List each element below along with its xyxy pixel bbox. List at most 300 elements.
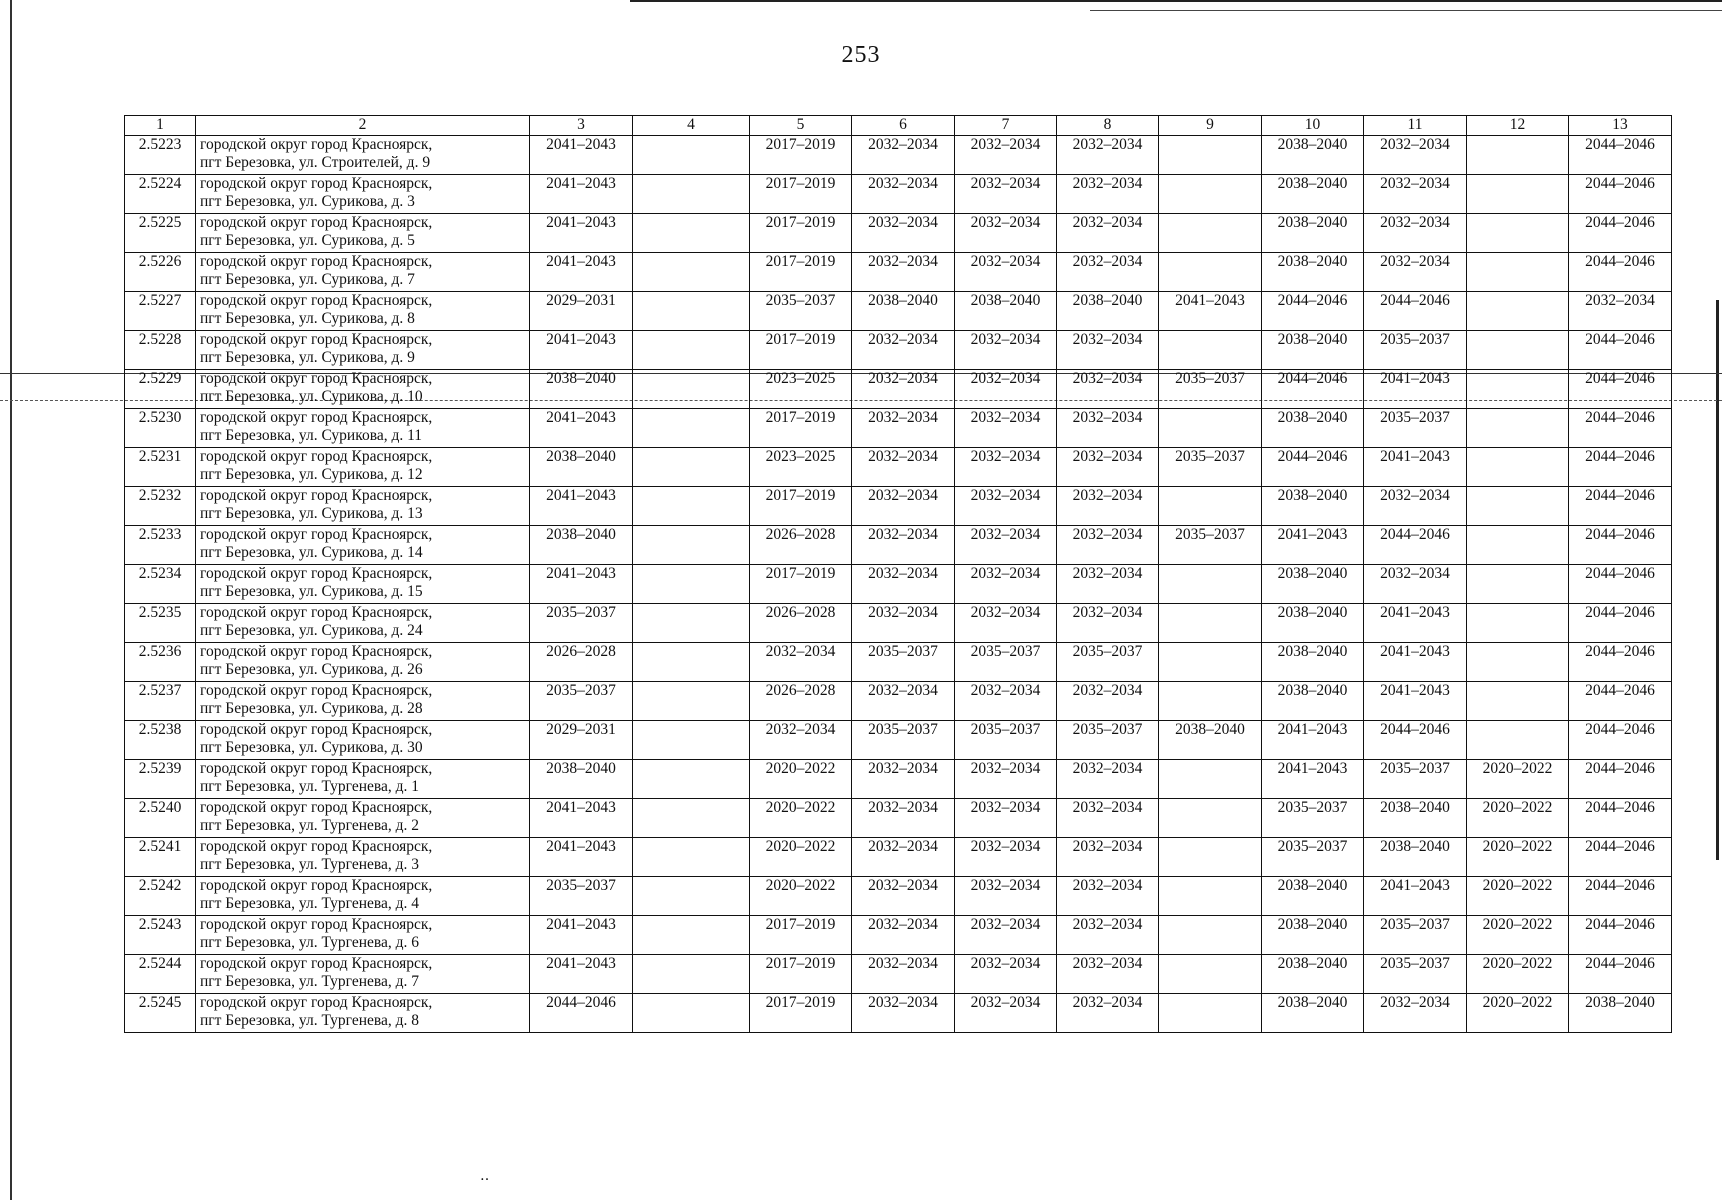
value-cell-col-4 <box>633 448 750 487</box>
address-line-2: пгт Березовка, ул. Сурикова, д. 26 <box>200 661 423 678</box>
value-cell-col-6: 2032–2034 <box>852 565 955 604</box>
value-cell-col-3: 2026–2028 <box>530 643 633 682</box>
value-cell-col-3: 2041–2043 <box>530 214 633 253</box>
value-cell-col-6: 2032–2034 <box>852 370 955 409</box>
value-cell-col-12 <box>1467 721 1569 760</box>
value-cell-col-8: 2032–2034 <box>1057 877 1159 916</box>
value-cell-col-8: 2032–2034 <box>1057 253 1159 292</box>
value-cell-col-9: 2038–2040 <box>1159 721 1262 760</box>
value-cell-col-8: 2032–2034 <box>1057 409 1159 448</box>
value-cell-col-12 <box>1467 253 1569 292</box>
value-cell-col-13: 2044–2046 <box>1569 214 1672 253</box>
value-cell-col-12: 2020–2022 <box>1467 838 1569 877</box>
value-cell-col-11: 2038–2040 <box>1364 838 1467 877</box>
value-cell-col-11: 2032–2034 <box>1364 175 1467 214</box>
value-cell-col-8: 2032–2034 <box>1057 955 1159 994</box>
address-line-1: городской округ город Красноярск, <box>200 487 433 504</box>
value-cell-col-7: 2032–2034 <box>955 253 1057 292</box>
value-cell-col-3: 2041–2043 <box>530 916 633 955</box>
address-line-1: городской округ город Красноярск, <box>200 682 433 699</box>
address-line-2: пгт Березовка, ул. Сурикова, д. 9 <box>200 349 415 366</box>
row-number: 2.5240 <box>125 799 196 838</box>
table-row <box>125 994 1672 1033</box>
value-cell-col-10: 2038–2040 <box>1262 643 1364 682</box>
value-cell-col-5: 2017–2019 <box>750 565 852 604</box>
value-cell-col-9 <box>1159 487 1262 526</box>
value-cell-col-4 <box>633 292 750 331</box>
row-number: 2.5243 <box>125 916 196 955</box>
value-cell-col-6: 2032–2034 <box>852 448 955 487</box>
value-cell-col-6: 2038–2040 <box>852 292 955 331</box>
value-cell-col-13: 2044–2046 <box>1569 682 1672 721</box>
row-number: 2.5242 <box>125 877 196 916</box>
address-line-2: пгт Березовка, ул. Тургенева, д. 7 <box>200 973 420 990</box>
value-cell-col-4 <box>633 526 750 565</box>
value-cell-col-10: 2038–2040 <box>1262 136 1364 175</box>
value-cell-col-7: 2032–2034 <box>955 760 1057 799</box>
value-cell-col-4 <box>633 136 750 175</box>
value-cell-col-7: 2032–2034 <box>955 955 1057 994</box>
address-line-2: пгт Березовка, ул. Сурикова, д. 13 <box>200 505 423 522</box>
value-cell-col-4 <box>633 916 750 955</box>
value-cell-col-3: 2041–2043 <box>530 175 633 214</box>
value-cell-col-6: 2032–2034 <box>852 331 955 370</box>
value-cell-col-11: 2032–2034 <box>1364 565 1467 604</box>
value-cell-col-11: 2044–2046 <box>1364 721 1467 760</box>
address-line-2: пгт Березовка, ул. Тургенева, д. 4 <box>200 895 420 912</box>
value-cell-col-8: 2032–2034 <box>1057 565 1159 604</box>
value-cell-col-13: 2044–2046 <box>1569 877 1672 916</box>
table-row <box>125 955 1672 994</box>
value-cell-col-5: 2023–2025 <box>750 370 852 409</box>
value-cell-col-3: 2041–2043 <box>530 955 633 994</box>
column-header-12: 12 <box>1467 116 1569 136</box>
value-cell-col-10: 2038–2040 <box>1262 214 1364 253</box>
value-cell-col-12: 2020–2022 <box>1467 916 1569 955</box>
value-cell-col-10: 2044–2046 <box>1262 448 1364 487</box>
value-cell-col-13: 2044–2046 <box>1569 370 1672 409</box>
value-cell-col-10: 2041–2043 <box>1262 760 1364 799</box>
value-cell-col-4 <box>633 682 750 721</box>
table-row <box>125 838 1672 877</box>
value-cell-col-8: 2035–2037 <box>1057 643 1159 682</box>
value-cell-col-4 <box>633 799 750 838</box>
address-line-1: городской округ город Красноярск, <box>200 799 433 816</box>
value-cell-col-9 <box>1159 955 1262 994</box>
row-number: 2.5235 <box>125 604 196 643</box>
address-line-2: пгт Березовка, ул. Сурикова, д. 15 <box>200 583 423 600</box>
value-cell-col-5: 2017–2019 <box>750 487 852 526</box>
value-cell-col-6: 2032–2034 <box>852 136 955 175</box>
address-line-1: городской округ город Красноярск, <box>200 916 433 933</box>
value-cell-col-11: 2041–2043 <box>1364 448 1467 487</box>
value-cell-col-3: 2038–2040 <box>530 448 633 487</box>
value-cell-col-9: 2035–2037 <box>1159 370 1262 409</box>
row-number: 2.5224 <box>125 175 196 214</box>
address-line-1: городской округ город Красноярск, <box>200 877 433 894</box>
row-number: 2.5238 <box>125 721 196 760</box>
value-cell-col-7: 2032–2034 <box>955 682 1057 721</box>
value-cell-col-4 <box>633 643 750 682</box>
address-cell <box>196 487 530 526</box>
value-cell-col-4 <box>633 721 750 760</box>
value-cell-col-11: 2044–2046 <box>1364 526 1467 565</box>
value-cell-col-4 <box>633 877 750 916</box>
row-number: 2.5228 <box>125 331 196 370</box>
value-cell-col-6: 2032–2034 <box>852 682 955 721</box>
value-cell-col-13: 2044–2046 <box>1569 955 1672 994</box>
address-cell <box>196 643 530 682</box>
table-row <box>125 487 1672 526</box>
value-cell-col-7: 2035–2037 <box>955 721 1057 760</box>
address-line-2: пгт Березовка, ул. Тургенева, д. 6 <box>200 934 420 951</box>
row-number: 2.5232 <box>125 487 196 526</box>
address-line-2: пгт Березовка, ул. Сурикова, д. 8 <box>200 310 415 327</box>
value-cell-col-13: 2044–2046 <box>1569 136 1672 175</box>
value-cell-col-5: 2026–2028 <box>750 604 852 643</box>
value-cell-col-9 <box>1159 214 1262 253</box>
schedule-table <box>124 115 1672 1033</box>
value-cell-col-12 <box>1467 643 1569 682</box>
address-line-1: городской округ город Красноярск, <box>200 253 433 270</box>
value-cell-col-8: 2032–2034 <box>1057 370 1159 409</box>
value-cell-col-4 <box>633 760 750 799</box>
table-row <box>125 682 1672 721</box>
address-line-2: пгт Березовка, ул. Тургенева, д. 8 <box>200 1012 420 1029</box>
value-cell-col-5: 2017–2019 <box>750 955 852 994</box>
table-body <box>125 136 1672 1033</box>
value-cell-col-9: 2041–2043 <box>1159 292 1262 331</box>
row-number: 2.5237 <box>125 682 196 721</box>
value-cell-col-9 <box>1159 799 1262 838</box>
value-cell-col-12 <box>1467 604 1569 643</box>
scan-dots: ‥ <box>480 1169 490 1184</box>
address-cell <box>196 331 530 370</box>
value-cell-col-8: 2032–2034 <box>1057 760 1159 799</box>
address-line-2: пгт Березовка, ул. Сурикова, д. 10 <box>200 388 423 405</box>
address-line-2: пгт Березовка, ул. Сурикова, д. 28 <box>200 700 423 717</box>
value-cell-col-13: 2044–2046 <box>1569 487 1672 526</box>
value-cell-col-6: 2032–2034 <box>852 604 955 643</box>
value-cell-col-6: 2032–2034 <box>852 838 955 877</box>
address-line-2: пгт Березовка, ул. Сурикова, д. 30 <box>200 739 423 756</box>
row-number: 2.5226 <box>125 253 196 292</box>
address-cell <box>196 955 530 994</box>
value-cell-col-7: 2032–2034 <box>955 136 1057 175</box>
value-cell-col-8: 2032–2034 <box>1057 448 1159 487</box>
value-cell-col-11: 2032–2034 <box>1364 214 1467 253</box>
value-cell-col-11: 2041–2043 <box>1364 877 1467 916</box>
value-cell-col-9 <box>1159 994 1262 1033</box>
scan-edge-top <box>630 0 1722 2</box>
value-cell-col-13: 2044–2046 <box>1569 565 1672 604</box>
value-cell-col-3: 2041–2043 <box>530 838 633 877</box>
value-cell-col-3: 2029–2031 <box>530 292 633 331</box>
scan-edge-top-inner <box>1090 10 1722 11</box>
value-cell-col-12 <box>1467 526 1569 565</box>
value-cell-col-8: 2032–2034 <box>1057 175 1159 214</box>
value-cell-col-10: 2038–2040 <box>1262 409 1364 448</box>
address-line-1: городской округ город Красноярск, <box>200 331 433 348</box>
value-cell-col-5: 2017–2019 <box>750 994 852 1033</box>
value-cell-col-3: 2029–2031 <box>530 721 633 760</box>
value-cell-col-11: 2035–2037 <box>1364 916 1467 955</box>
address-line-1: городской округ город Красноярск, <box>200 643 433 660</box>
value-cell-col-11: 2035–2037 <box>1364 760 1467 799</box>
value-cell-col-7: 2032–2034 <box>955 448 1057 487</box>
table-row <box>125 175 1672 214</box>
value-cell-col-6: 2032–2034 <box>852 253 955 292</box>
value-cell-col-6: 2032–2034 <box>852 214 955 253</box>
table-row <box>125 526 1672 565</box>
value-cell-col-12: 2020–2022 <box>1467 877 1569 916</box>
value-cell-col-4 <box>633 175 750 214</box>
value-cell-col-10: 2041–2043 <box>1262 526 1364 565</box>
value-cell-col-4 <box>633 331 750 370</box>
value-cell-col-10: 2038–2040 <box>1262 955 1364 994</box>
value-cell-col-5: 2017–2019 <box>750 331 852 370</box>
value-cell-col-12 <box>1467 136 1569 175</box>
value-cell-col-8: 2032–2034 <box>1057 916 1159 955</box>
value-cell-col-5: 2026–2028 <box>750 526 852 565</box>
value-cell-col-7: 2032–2034 <box>955 565 1057 604</box>
value-cell-col-12: 2020–2022 <box>1467 760 1569 799</box>
value-cell-col-9 <box>1159 916 1262 955</box>
value-cell-col-9 <box>1159 643 1262 682</box>
address-cell <box>196 409 530 448</box>
table-row <box>125 214 1672 253</box>
value-cell-col-3: 2041–2043 <box>530 799 633 838</box>
value-cell-col-12 <box>1467 448 1569 487</box>
address-line-2: пгт Березовка, ул. Сурикова, д. 11 <box>200 427 423 444</box>
value-cell-col-3: 2041–2043 <box>530 136 633 175</box>
value-cell-col-6: 2035–2037 <box>852 721 955 760</box>
column-header-9: 9 <box>1159 116 1262 136</box>
value-cell-col-8: 2032–2034 <box>1057 487 1159 526</box>
value-cell-col-11: 2032–2034 <box>1364 136 1467 175</box>
value-cell-col-5: 2017–2019 <box>750 409 852 448</box>
table-row <box>125 643 1672 682</box>
value-cell-col-5: 2020–2022 <box>750 838 852 877</box>
address-line-1: городской округ город Красноярск, <box>200 994 433 1011</box>
address-line-2: пгт Березовка, ул. Строителей, д. 9 <box>200 154 431 171</box>
value-cell-col-13: 2044–2046 <box>1569 721 1672 760</box>
column-header-4: 4 <box>633 116 750 136</box>
row-number: 2.5227 <box>125 292 196 331</box>
address-cell <box>196 214 530 253</box>
value-cell-col-9 <box>1159 331 1262 370</box>
table-row <box>125 331 1672 370</box>
value-cell-col-8: 2032–2034 <box>1057 799 1159 838</box>
value-cell-col-12 <box>1467 370 1569 409</box>
column-header-5: 5 <box>750 116 852 136</box>
value-cell-col-6: 2035–2037 <box>852 643 955 682</box>
value-cell-col-13: 2044–2046 <box>1569 799 1672 838</box>
value-cell-col-3: 2041–2043 <box>530 409 633 448</box>
value-cell-col-9 <box>1159 175 1262 214</box>
value-cell-col-5: 2032–2034 <box>750 721 852 760</box>
row-number: 2.5229 <box>125 370 196 409</box>
value-cell-col-10: 2038–2040 <box>1262 916 1364 955</box>
value-cell-col-10: 2044–2046 <box>1262 370 1364 409</box>
column-header-7: 7 <box>955 116 1057 136</box>
row-number: 2.5234 <box>125 565 196 604</box>
row-number: 2.5233 <box>125 526 196 565</box>
scan-edge-right <box>1716 300 1719 860</box>
address-line-2: пгт Березовка, ул. Сурикова, д. 3 <box>200 193 415 210</box>
value-cell-col-6: 2032–2034 <box>852 799 955 838</box>
row-number: 2.5225 <box>125 214 196 253</box>
value-cell-col-7: 2032–2034 <box>955 526 1057 565</box>
value-cell-col-11: 2044–2046 <box>1364 292 1467 331</box>
value-cell-col-9 <box>1159 760 1262 799</box>
value-cell-col-12 <box>1467 409 1569 448</box>
table-row <box>125 292 1672 331</box>
value-cell-col-11: 2041–2043 <box>1364 682 1467 721</box>
value-cell-col-13: 2044–2046 <box>1569 331 1672 370</box>
header-row <box>125 116 1672 136</box>
address-line-1: городской округ город Красноярск, <box>200 760 433 777</box>
value-cell-col-5: 2035–2037 <box>750 292 852 331</box>
value-cell-col-10: 2038–2040 <box>1262 682 1364 721</box>
value-cell-col-3: 2041–2043 <box>530 331 633 370</box>
address-line-2: пгт Березовка, ул. Сурикова, д. 12 <box>200 466 423 483</box>
address-cell <box>196 916 530 955</box>
address-line-1: городской округ город Красноярск, <box>200 448 433 465</box>
value-cell-col-4 <box>633 604 750 643</box>
value-cell-col-11: 2035–2037 <box>1364 409 1467 448</box>
value-cell-col-7: 2035–2037 <box>955 643 1057 682</box>
value-cell-col-9 <box>1159 604 1262 643</box>
value-cell-col-12 <box>1467 175 1569 214</box>
address-cell <box>196 448 530 487</box>
row-number: 2.5244 <box>125 955 196 994</box>
value-cell-col-11: 2041–2043 <box>1364 604 1467 643</box>
value-cell-col-3: 2038–2040 <box>530 370 633 409</box>
value-cell-col-10: 2038–2040 <box>1262 565 1364 604</box>
table-row <box>125 604 1672 643</box>
value-cell-col-6: 2032–2034 <box>852 994 955 1033</box>
value-cell-col-10: 2041–2043 <box>1262 721 1364 760</box>
row-number: 2.5241 <box>125 838 196 877</box>
value-cell-col-4 <box>633 838 750 877</box>
value-cell-col-6: 2032–2034 <box>852 526 955 565</box>
value-cell-col-8: 2032–2034 <box>1057 838 1159 877</box>
row-number: 2.5245 <box>125 994 196 1033</box>
column-header-11: 11 <box>1364 116 1467 136</box>
value-cell-col-3: 2035–2037 <box>530 877 633 916</box>
value-cell-col-6: 2032–2034 <box>852 760 955 799</box>
value-cell-col-12 <box>1467 292 1569 331</box>
value-cell-col-11: 2041–2043 <box>1364 643 1467 682</box>
value-cell-col-7: 2032–2034 <box>955 175 1057 214</box>
address-cell <box>196 838 530 877</box>
address-line-1: городской округ город Красноярск, <box>200 604 433 621</box>
address-line-2: пгт Березовка, ул. Сурикова, д. 14 <box>200 544 423 561</box>
row-number: 2.5223 <box>125 136 196 175</box>
address-line-1: городской округ город Красноярск, <box>200 136 433 153</box>
value-cell-col-4 <box>633 214 750 253</box>
value-cell-col-7: 2032–2034 <box>955 331 1057 370</box>
value-cell-col-7: 2032–2034 <box>955 214 1057 253</box>
value-cell-col-12 <box>1467 214 1569 253</box>
value-cell-col-7: 2032–2034 <box>955 799 1057 838</box>
value-cell-col-6: 2032–2034 <box>852 409 955 448</box>
value-cell-col-5: 2017–2019 <box>750 136 852 175</box>
scan-edge-left <box>10 0 12 1200</box>
column-header-1: 1 <box>125 116 196 136</box>
column-header-8: 8 <box>1057 116 1159 136</box>
value-cell-col-7: 2032–2034 <box>955 487 1057 526</box>
value-cell-col-11: 2038–2040 <box>1364 799 1467 838</box>
value-cell-col-3: 2041–2043 <box>530 253 633 292</box>
address-cell <box>196 136 530 175</box>
value-cell-col-3: 2035–2037 <box>530 682 633 721</box>
table-row <box>125 253 1672 292</box>
value-cell-col-8: 2032–2034 <box>1057 994 1159 1033</box>
value-cell-col-3: 2041–2043 <box>530 565 633 604</box>
table-row <box>125 760 1672 799</box>
column-header-10: 10 <box>1262 116 1364 136</box>
value-cell-col-10: 2038–2040 <box>1262 604 1364 643</box>
value-cell-col-5: 2017–2019 <box>750 175 852 214</box>
address-line-2: пгт Березовка, ул. Сурикова, д. 24 <box>200 622 423 639</box>
value-cell-col-11: 2041–2043 <box>1364 370 1467 409</box>
value-cell-col-10: 2038–2040 <box>1262 487 1364 526</box>
value-cell-col-7: 2032–2034 <box>955 994 1057 1033</box>
column-header-2: 2 <box>196 116 530 136</box>
value-cell-col-6: 2032–2034 <box>852 175 955 214</box>
address-cell <box>196 994 530 1033</box>
value-cell-col-7: 2032–2034 <box>955 409 1057 448</box>
value-cell-col-7: 2032–2034 <box>955 916 1057 955</box>
value-cell-col-9 <box>1159 682 1262 721</box>
value-cell-col-13: 2044–2046 <box>1569 175 1672 214</box>
address-cell <box>196 877 530 916</box>
address-cell <box>196 760 530 799</box>
value-cell-col-7: 2038–2040 <box>955 292 1057 331</box>
value-cell-col-13: 2038–2040 <box>1569 994 1672 1033</box>
address-cell <box>196 370 530 409</box>
table-row <box>125 916 1672 955</box>
value-cell-col-6: 2032–2034 <box>852 487 955 526</box>
value-cell-col-9 <box>1159 136 1262 175</box>
value-cell-col-13: 2044–2046 <box>1569 253 1672 292</box>
column-header-13: 13 <box>1569 116 1672 136</box>
value-cell-col-12 <box>1467 331 1569 370</box>
value-cell-col-8: 2032–2034 <box>1057 682 1159 721</box>
value-cell-col-10: 2038–2040 <box>1262 877 1364 916</box>
value-cell-col-10: 2038–2040 <box>1262 253 1364 292</box>
value-cell-col-4 <box>633 955 750 994</box>
value-cell-col-10: 2038–2040 <box>1262 175 1364 214</box>
row-number: 2.5239 <box>125 760 196 799</box>
value-cell-col-7: 2032–2034 <box>955 370 1057 409</box>
address-cell <box>196 721 530 760</box>
value-cell-col-13: 2044–2046 <box>1569 760 1672 799</box>
value-cell-col-4 <box>633 370 750 409</box>
value-cell-col-11: 2035–2037 <box>1364 955 1467 994</box>
value-cell-col-3: 2035–2037 <box>530 604 633 643</box>
value-cell-col-8: 2032–2034 <box>1057 526 1159 565</box>
table-row <box>125 448 1672 487</box>
value-cell-col-10: 2038–2040 <box>1262 994 1364 1033</box>
column-header-3: 3 <box>530 116 633 136</box>
value-cell-col-13: 2032–2034 <box>1569 292 1672 331</box>
address-line-1: городской округ город Красноярск, <box>200 721 433 738</box>
value-cell-col-6: 2032–2034 <box>852 916 955 955</box>
table-row <box>125 877 1672 916</box>
